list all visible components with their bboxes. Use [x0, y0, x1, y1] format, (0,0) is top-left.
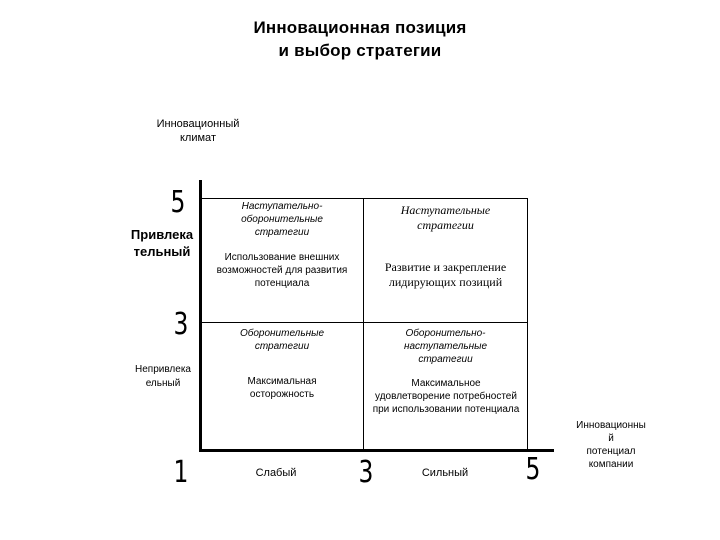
x-axis-title: Инновационны й потенциал компании: [576, 420, 646, 470]
y-tick-1: 1: [173, 455, 189, 490]
y-tick-3: 3: [173, 307, 189, 342]
quadrant-top-left-description: Использование внешних возможностей для развития потенциала: [216, 252, 348, 289]
x-tick-3: 3: [358, 455, 374, 490]
x-zone-strong: Сильный: [421, 467, 469, 479]
y-zone-unattractive: Непривлека ельный: [135, 364, 191, 389]
grid-horizontal-divider: [202, 322, 528, 323]
grid-top-line: [202, 198, 528, 199]
x-tick-5: 5: [525, 452, 541, 487]
y-tick-5: 5: [170, 185, 186, 220]
quadrant-top-right-description: Развитие и закрепление лидирующих позиций: [384, 260, 507, 289]
quadrant-bottom-right-description: Максимальное удовлетворение потребностей при использовании потенциала: [372, 378, 520, 415]
quadrant-bottom-left-strategy: Оборонительные стратегии: [239, 328, 325, 352]
quadrant-bottom-left-description: Максимальная осторожность: [247, 376, 317, 400]
quadrant-bottom-right-strategy: Оборонительно- наступательные стратегии: [403, 328, 488, 365]
y-axis-title: Инновационный климат: [156, 118, 240, 144]
x-zone-weak: Слабый: [255, 467, 297, 479]
quadrant-top-right-strategy: Наступательные стратегии: [400, 203, 491, 232]
x-axis-line: [199, 449, 554, 452]
quadrant-top-left-strategy: Наступательно- оборонительные стратегии: [241, 201, 323, 238]
y-axis-line: [199, 180, 202, 452]
y-zone-attractive: Привлека тельный: [130, 227, 194, 259]
page-title: Инновационная позиция и выбор стратегии: [253, 18, 467, 60]
